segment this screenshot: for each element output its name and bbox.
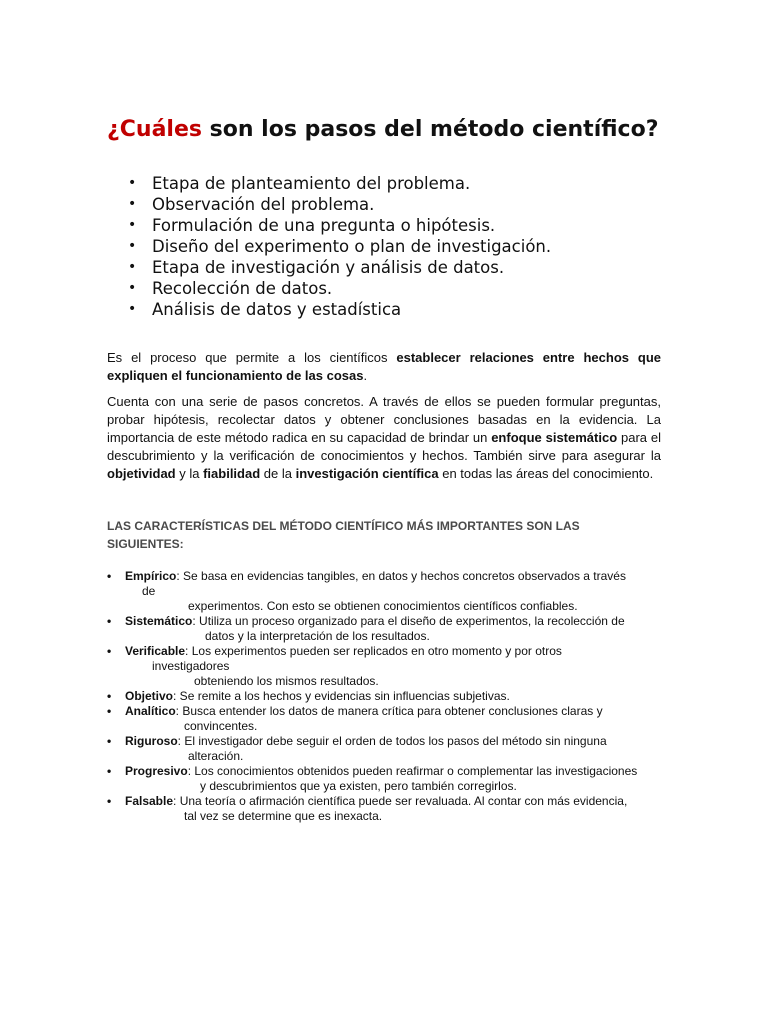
bullet-icon: • (128, 238, 137, 254)
bullet-icon: • (107, 569, 112, 583)
list-item: • Sistemático: Utiliza un proceso organizado para el diseño de experimentos, la recolección de datos y la interpretación de los resultados. (107, 614, 625, 643)
bullet-icon: • (107, 794, 112, 808)
trait-term: Riguroso (125, 734, 178, 748)
list-item: • Análisis de datos y estadística (128, 300, 402, 319)
bullet-icon: • (107, 704, 112, 718)
bullet-icon: • (128, 259, 137, 275)
list-item: • Falsable: Una teoría o afirmación científica puede ser revaluada. Al contar con más evidencia, tal vez se determine que es inexacta. (107, 794, 628, 823)
list-item: • Analítico: Busca entender los datos de manera crítica para obtener conclusiones claras y convincentes. (107, 704, 603, 733)
list-item: • Empírico: Se basa en evidencias tangibles, en datos y hechos concretos observados a través de experimentos. Con esto se obtienen conocimientos científicos confiables. (107, 569, 626, 613)
list-item: • Riguroso: El investigador debe seguir el orden de todos los pasos del método sin ninguna alteración. (107, 734, 607, 763)
title-accent: ¿Cuáles (107, 117, 202, 142)
bullet-icon: • (107, 764, 112, 778)
bullet-icon: • (128, 196, 137, 212)
bullet-icon: • (107, 614, 112, 628)
list-item: • Progresivo: Los conocimientos obtenidos pueden reafirmar o complementar las investigaciones y descubrimientos que ya existen, pero también corregirlos. (107, 764, 638, 793)
trait-term: Objetivo (125, 689, 174, 703)
trait-term: Progresivo (125, 764, 188, 778)
bullet-icon: • (107, 734, 112, 748)
bullet-icon: • (128, 217, 137, 233)
list-item: • Formulación de una pregunta o hipótesis. (128, 216, 496, 235)
steps-list (128, 173, 551, 320)
section-heading: LAS CARACTERÍSTICAS DEL MÉTODO CIENTÍFICO MÁS IMPORTANTES SON LAS SIGUIENTES: (107, 519, 580, 551)
list-item: • Objetivo: Se remite a los hechos y evidencias sin influencias subjetivas. (107, 689, 510, 703)
list-item: • Etapa de planteamiento del problema. (128, 174, 471, 193)
list-item: • Etapa de investigación y análisis de datos. (128, 258, 505, 277)
traits-list (107, 569, 663, 824)
list-item: • Recolección de datos. (128, 279, 333, 298)
list-item: • Observación del problema. (128, 195, 375, 214)
bullet-icon: • (128, 280, 137, 296)
trait-term: Verificable (125, 644, 186, 658)
list-item: • Diseño del experimento o plan de investigación. (128, 237, 552, 256)
trait-term: Falsable (125, 794, 174, 808)
page-title (107, 116, 667, 144)
trait-term: Sistemático (125, 614, 193, 628)
intro-paragraph: Es el proceso que permite a los científicos establecer relaciones entre hechos que expliquen el funcionamiento de las cosas. (107, 350, 661, 383)
trait-term: Analítico (125, 704, 176, 718)
bullet-icon: • (128, 301, 137, 317)
trait-term: Empírico (125, 569, 177, 583)
list-item: • Verificable: Los experimentos pueden ser replicados en otro momento y por otros investigadores obteniendo los mismos resultados. (107, 644, 562, 688)
body-paragraph: Cuenta con una serie de pasos concretos. A través de ellos se pueden formular preguntas, probar hipótesis, recolectar datos y obtener conclusiones basadas en la evidencia. La importancia de este método radica en su capacidad de brindar un enfoque sistemático para el descubrimiento y la verificación de conocimientos y hechos. También sirve para asegurar la objetividad y la fiabilidad de la investigación científica en todas las áreas del conocimiento. (107, 394, 661, 481)
title-text: son los pasos del método científico? (209, 117, 659, 142)
bullet-icon: • (107, 689, 112, 703)
bullet-icon: • (128, 175, 137, 191)
bullet-icon: • (107, 644, 112, 658)
